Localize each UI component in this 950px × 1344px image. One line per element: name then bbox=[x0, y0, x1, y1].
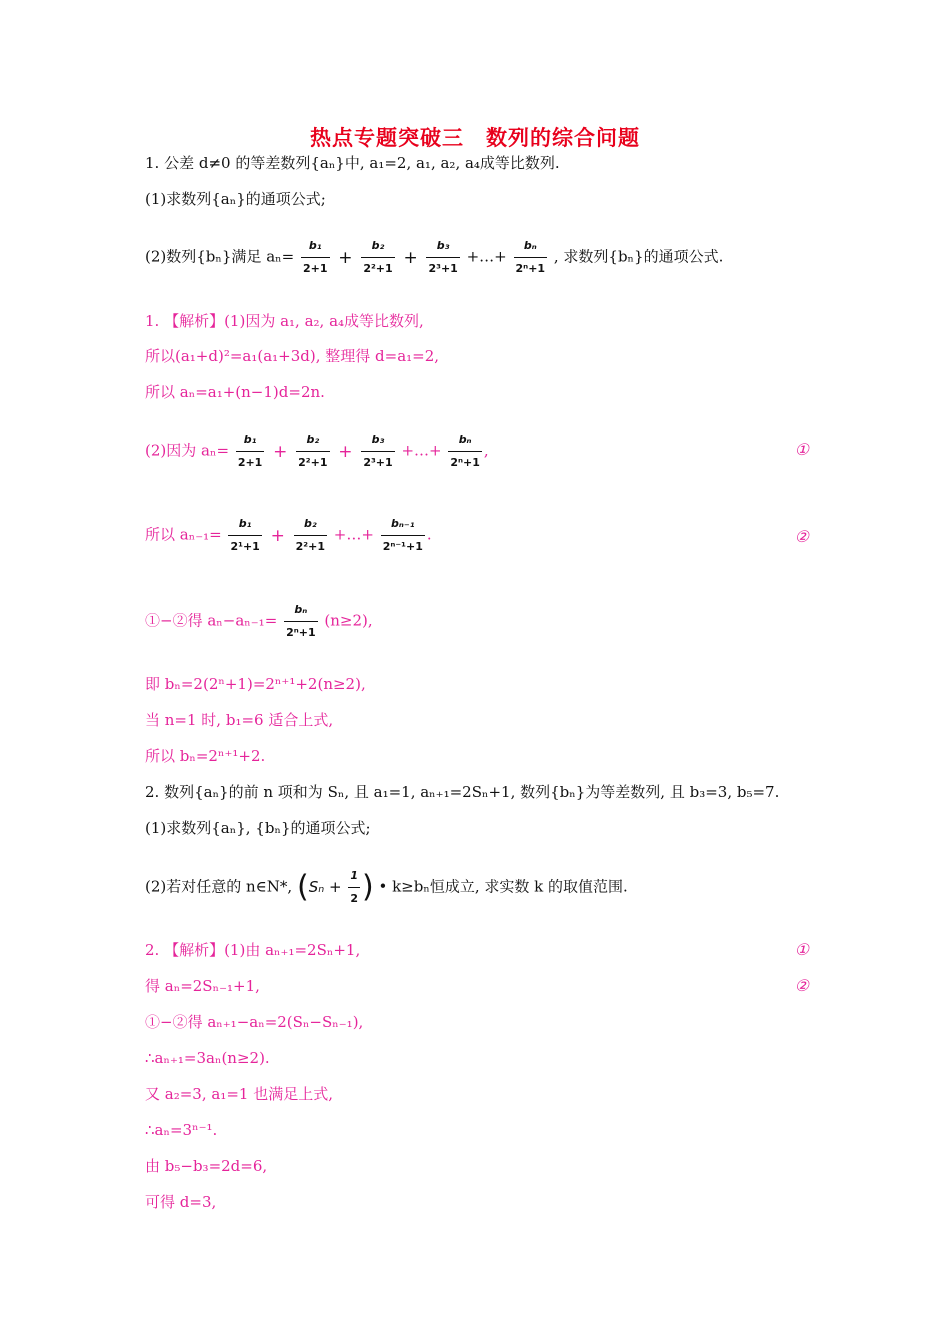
a1-line3: 所以 aₙ=a₁+(n−1)d=2n. bbox=[145, 383, 325, 401]
a1-line6 bbox=[145, 600, 373, 643]
fraction-bn: $\frac{\text{bₙ}}{\text{2ⁿ+1}}$ bbox=[514, 236, 548, 279]
a1-line5-prefix: 所以 aₙ₋₁= bbox=[145, 525, 222, 544]
a1-line4-prefix: (2)因为 aₙ= bbox=[145, 441, 230, 460]
a2-line7: 由 b₅−b₃=2d=6, bbox=[145, 1157, 268, 1175]
fraction-b1: $\frac{\text{b₁}}{2+1}$ bbox=[236, 430, 265, 473]
a2-line8: 可得 d=3, bbox=[145, 1193, 217, 1211]
equation-marker-2: ② bbox=[794, 976, 809, 995]
fraction-b1: $\frac{\text{b₁}}{2+1}$ bbox=[301, 236, 330, 279]
s-half-expression: (Sₙ + $\frac{1}{2}$ ) bbox=[297, 866, 374, 909]
fraction-b3: $\frac{\text{b₃}}{\text{2³+1}}$ bbox=[361, 430, 394, 473]
q2-stem: 2. 数列{aₙ}的前 n 项和为 Sₙ, 且 a₁=1, aₙ₊₁=2Sₙ+1, 数列{bₙ}为等差数列, 且 b₃=3, b₅=7. bbox=[145, 783, 780, 801]
a2-line4: ∴aₙ₊₁=3aₙ(n≥2). bbox=[145, 1049, 270, 1067]
dots: +…+ bbox=[333, 525, 374, 544]
dots: +…+ bbox=[401, 441, 442, 460]
a2-line3: ①−②得 aₙ₊₁−aₙ=2(Sₙ−Sₙ₋₁), bbox=[145, 1013, 364, 1031]
equation-marker-1: ① bbox=[794, 440, 809, 459]
a1-line6-suffix: (n≥2), bbox=[324, 611, 373, 630]
plus-sign: + bbox=[338, 441, 353, 462]
a1-line4: (2)因为 aₙ= $\frac{\text{b₁}}{2+1}$ + $\frac{\text{b₂}}{\text{2²+1}}$ + $\frac{\text{b₃}}{\text{2³+1}}$ +…+ $\frac{\text{bₙ}}{\text{2ⁿ+1}}$ , bbox=[145, 430, 489, 473]
q2-part2-suffix: • k≥bₙ恒成立, 求实数 k 的取值范围. bbox=[378, 877, 628, 896]
q2-part2-prefix: (2)若对任意的 n∈N*, bbox=[145, 877, 293, 896]
q1-part2-prefix: (2)数列{bₙ}满足 aₙ= bbox=[145, 247, 295, 266]
equation-marker-1: ① bbox=[794, 940, 809, 959]
fraction-b2: $\frac{\text{b₂}}{\text{2²+1}}$ bbox=[294, 514, 327, 557]
a1-line9: 所以 bₙ=2ⁿ⁺¹+2. bbox=[145, 747, 266, 765]
a1-line5: 所以 aₙ₋₁= $\frac{\text{b₁}}{\text{2¹+1}}$ + $\frac{\text{b₂}}{\text{2²+1}}$ +…+ $\frac{\text{bₙ₋₁}}{\text{2ⁿ⁻¹+1}}$ . bbox=[145, 514, 432, 557]
a2-line6: ∴aₙ=3ⁿ⁻¹. bbox=[145, 1121, 218, 1139]
fraction-b2: $\frac{\text{b₂}}{\text{2²+1}}$ bbox=[296, 430, 329, 473]
plus-sign: + bbox=[403, 247, 418, 268]
q1-part2 bbox=[145, 236, 723, 279]
fraction-bn: $\frac{\text{bₙ}}{\text{2ⁿ+1}}$ bbox=[284, 600, 318, 643]
fraction-b2: $\frac{\text{b₂}}{\text{2²+1}}$ bbox=[361, 236, 394, 279]
q1-part2-suffix: , 求数列{bₙ}的通项公式. bbox=[553, 247, 724, 266]
q1-stem: 1. 公差 d≠0 的等差数列{aₙ}中, a₁=2, a₁, a₂, a₄成等比数列. bbox=[145, 154, 560, 172]
a1-line1: 1. 【解析】(1)因为 a₁, a₂, a₄成等比数列, bbox=[145, 312, 424, 330]
a1-line2: 所以(a₁+d)²=a₁(a₁+3d), 整理得 d=a₁=2, bbox=[145, 347, 440, 365]
a2-line1: 2. 【解析】(1)由 aₙ₊₁=2Sₙ+1, bbox=[145, 941, 361, 959]
equation-marker-2: ② bbox=[794, 527, 809, 546]
q1-part1: (1)求数列{aₙ}的通项公式; bbox=[145, 190, 326, 208]
q2-part2 bbox=[145, 866, 628, 909]
fraction-b3: $\frac{\text{b₃}}{\text{2³+1}}$ bbox=[426, 236, 459, 279]
fraction-b1: $\frac{\text{b₁}}{\text{2¹+1}}$ bbox=[228, 514, 261, 557]
a2-line5: 又 a₂=3, a₁=1 也满足上式, bbox=[145, 1085, 333, 1103]
q2-part1: (1)求数列{aₙ}, {bₙ}的通项公式; bbox=[145, 819, 371, 837]
fraction-bn: $\frac{\text{bₙ}}{\text{2ⁿ+1}}$ bbox=[448, 430, 482, 473]
a1-line8: 当 n=1 时, b₁=6 适合上式, bbox=[145, 711, 334, 729]
dots: +…+ bbox=[466, 247, 507, 266]
a1-line7: 即 bₙ=2(2ⁿ+1)=2ⁿ⁺¹+2(n≥2), bbox=[145, 675, 366, 693]
page-title: 热点专题突破三 数列的综合问题 bbox=[310, 126, 640, 150]
a1-line6-prefix: ①−②得 aₙ−aₙ₋₁= bbox=[145, 611, 278, 630]
a2-line2: 得 aₙ=2Sₙ₋₁+1, bbox=[145, 977, 260, 995]
plus-sign: + bbox=[273, 441, 288, 462]
plus-sign: + bbox=[270, 525, 285, 546]
fraction-bn-1: $\frac{\text{bₙ₋₁}}{\text{2ⁿ⁻¹+1}}$ bbox=[381, 514, 425, 557]
plus-sign: + bbox=[338, 247, 353, 268]
